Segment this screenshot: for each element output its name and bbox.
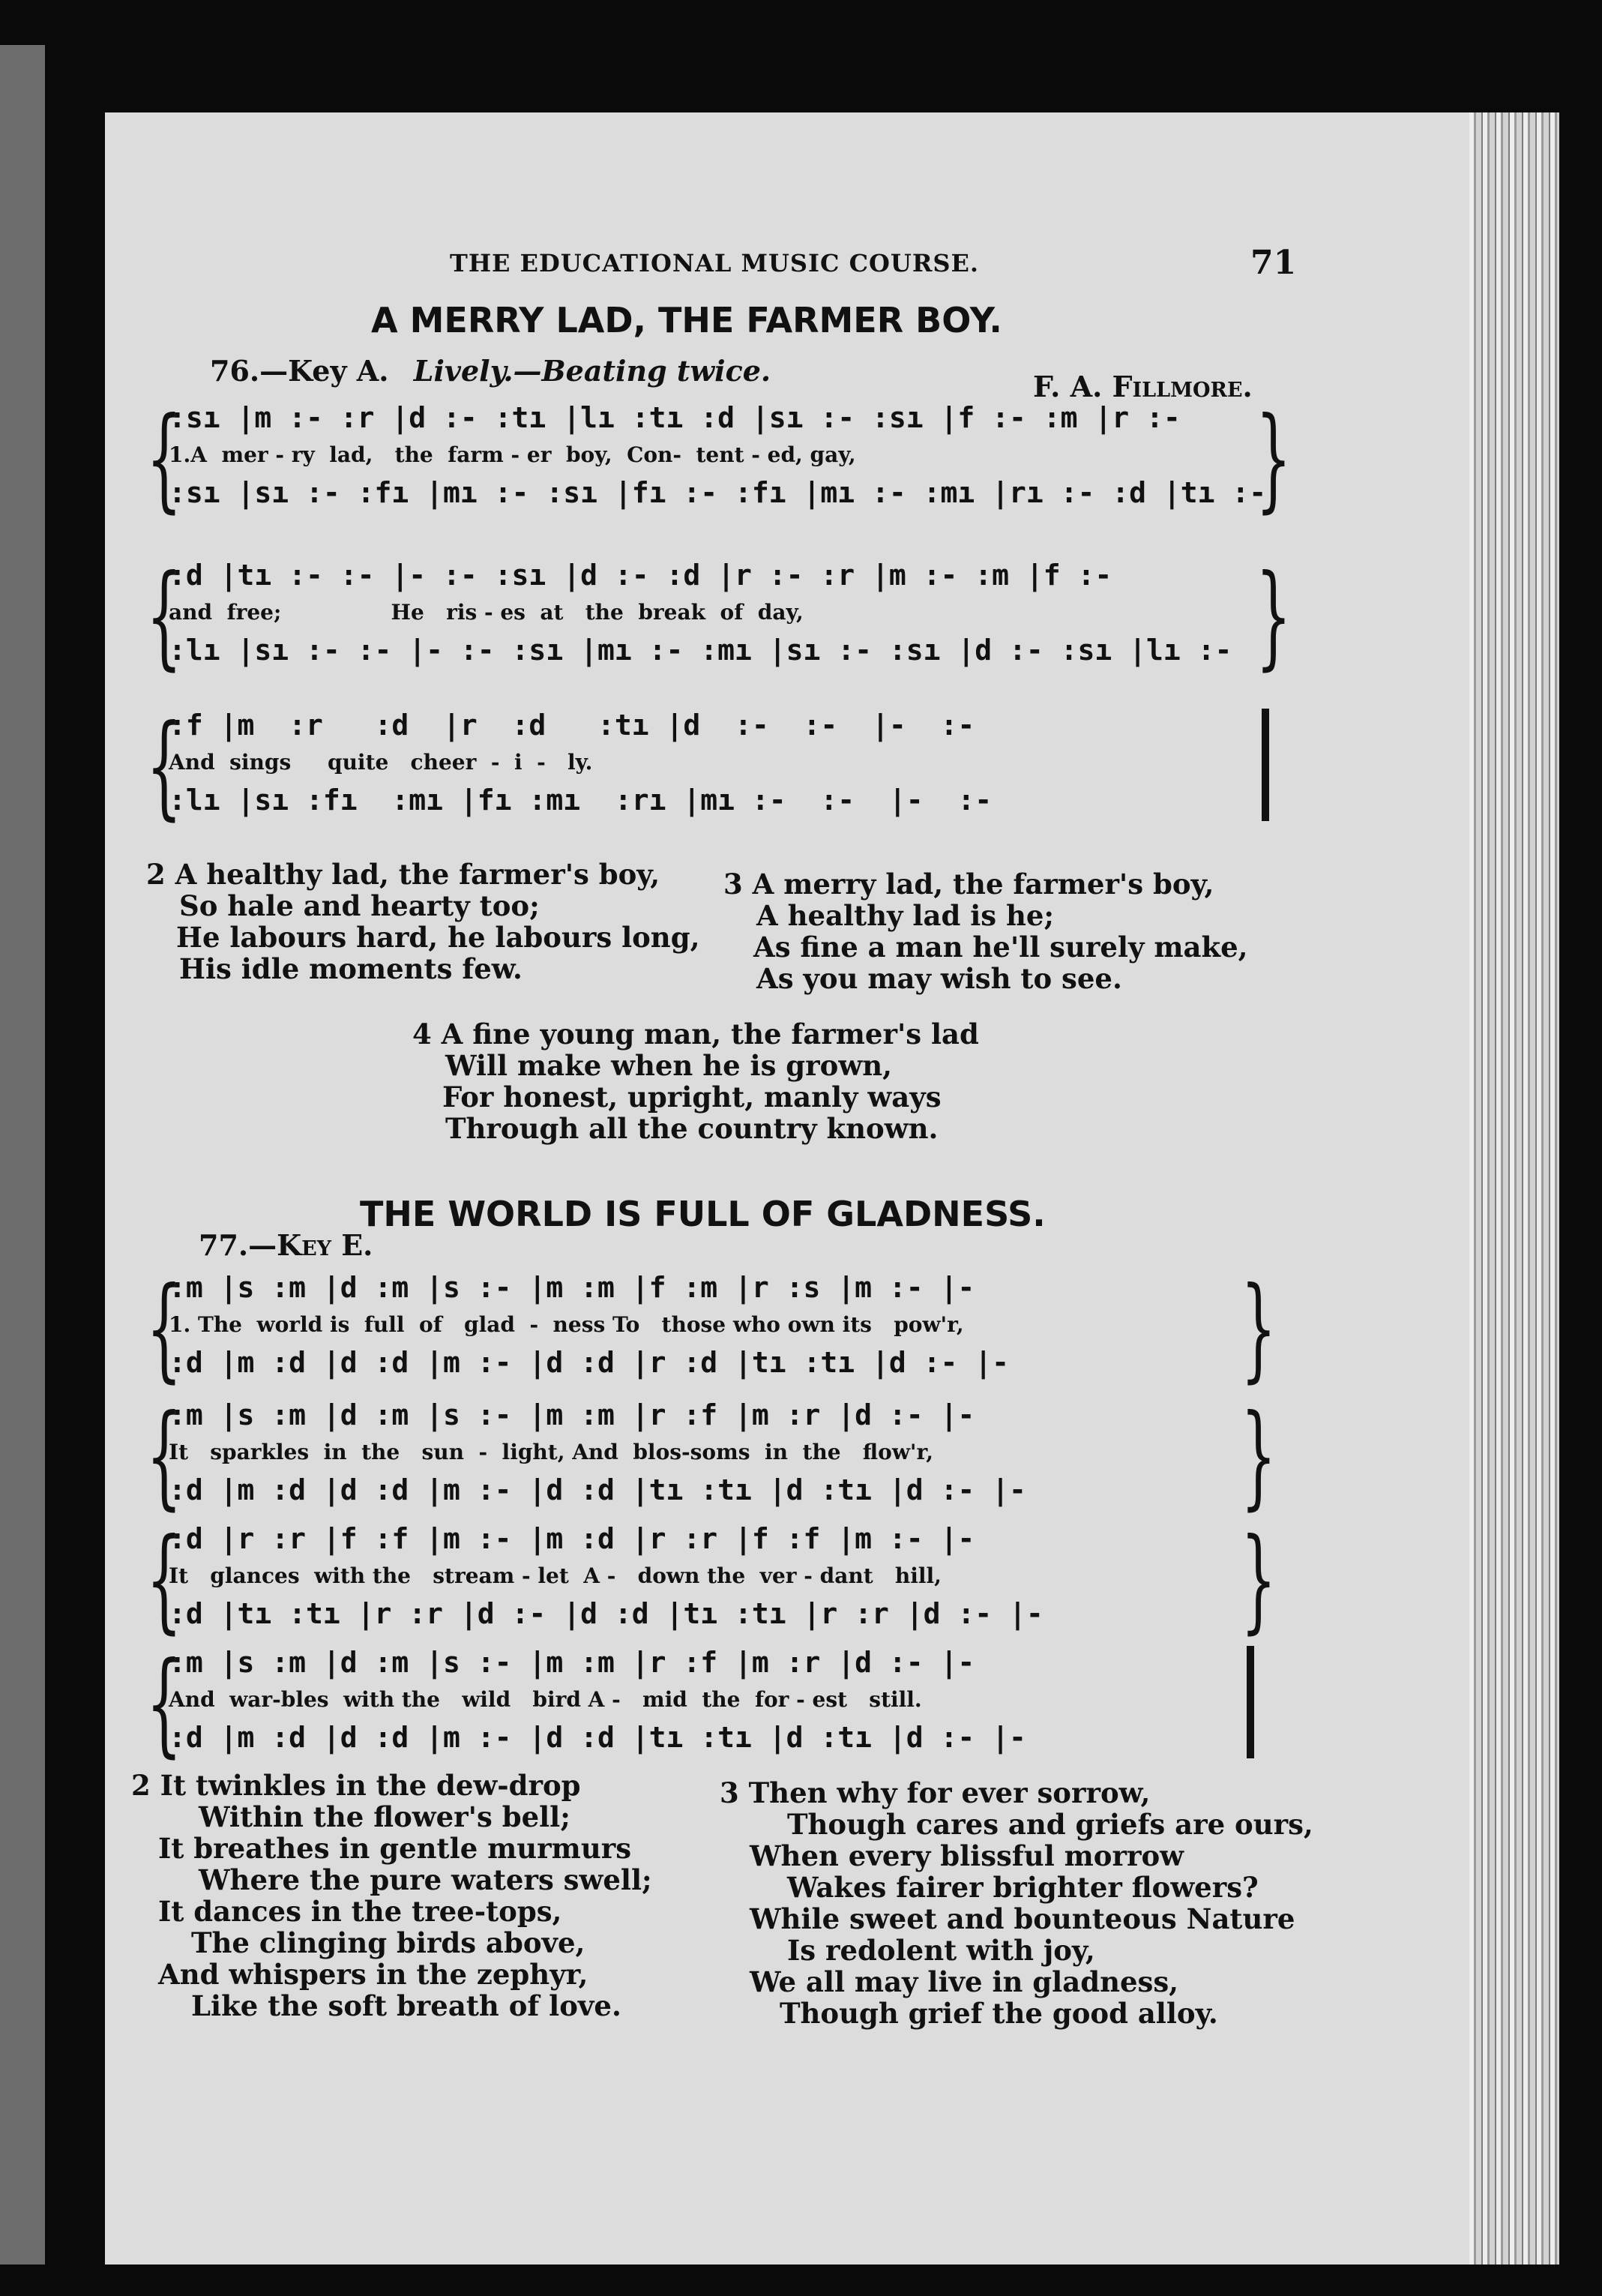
right-brace: }: [1256, 551, 1292, 682]
lower-voice: :d |m :d |d :d |m :- |d :d |tı :tı |d :tı |d :- |-: [169, 1473, 1026, 1506]
verse-line: His idle moments few.: [179, 952, 523, 985]
lyric-line: It sparkles in the sun - light, And blos-soms in the flow'r,: [169, 1440, 933, 1464]
verse-line: As fine a man he'll surely make,: [753, 931, 1248, 964]
left-brace: {: [146, 701, 182, 832]
verse-3-song-76: [723, 868, 1248, 994]
right-brace: }: [1241, 1515, 1277, 1645]
page-number: 71: [1250, 244, 1297, 282]
final-double-bar: [1247, 1646, 1254, 1758]
song-key-76: [210, 354, 771, 388]
upper-voice: :d |r :r |f :f |m :- |m :d |r :r |f :f |m :- |-: [169, 1522, 975, 1555]
verse-line: A healthy lad is he;: [756, 899, 1055, 932]
lower-voice: :d |m :d |d :d |m :- |d :d |tı :tı |d :tı |d :- |-: [169, 1721, 1026, 1754]
right-brace: }: [1256, 394, 1292, 524]
lower-voice: :sı |sı :- :fı |mı :- :sı |fı :- :fı |mı :- :mı |rı :- :d |tı :-: [169, 476, 1267, 509]
upper-voice: :m |s :m |d :m |s :- |m :m |f :m |r :s |m :- |-: [169, 1271, 975, 1304]
verse-line: When every blissful morrow: [750, 1839, 1184, 1872]
song-title-77: THE WORLD IS FULL OF GLADNESS.: [360, 1194, 1046, 1234]
verse-3-song-77: [720, 1777, 1313, 2029]
verse-number: 2: [146, 858, 166, 891]
upper-voice: :d |tı :- :- |- :- :sı |d :- :d |r :- :r |m :- :m |f :-: [169, 559, 1112, 592]
left-brace: {: [146, 1638, 182, 1769]
lyric-line: And sings quite cheer - i - ly.: [169, 750, 593, 775]
left-brace: {: [146, 1263, 182, 1394]
verse-line: Then why for ever sorrow,: [748, 1776, 1151, 1809]
verse-line: We all may live in gladness,: [750, 1965, 1179, 1998]
verse-line: Where the pure waters swell;: [199, 1863, 652, 1896]
upper-voice: :m |s :m |d :m |s :- |m :m |r :f |m :r |d :- |-: [169, 1398, 975, 1431]
right-brace: }: [1241, 1263, 1277, 1394]
verse-line: Will make when he is grown,: [445, 1049, 892, 1082]
verse-line: A merry lad, the farmer's boy,: [752, 868, 1214, 901]
composer: F. A. Fillmore.: [1033, 370, 1253, 403]
verse-line: Within the flower's bell;: [199, 1800, 570, 1833]
left-brace: {: [146, 1391, 182, 1521]
verse-4-song-76: [412, 1018, 979, 1144]
verse-line: And whispers in the zephyr,: [158, 1958, 588, 1991]
lyric-line: And war-bles with the wild bird A - mid the for - est still.: [169, 1687, 922, 1712]
page-stack-edge: [1469, 112, 1559, 2265]
left-brace: {: [146, 394, 182, 524]
verse-2-song-76: [146, 859, 699, 985]
lower-voice: :d |tı :tı |r :r |d :- |d :d |tı :tı |r :r |d :- |-: [169, 1597, 1044, 1630]
verse-line: It breathes in gentle murmurs: [158, 1832, 632, 1865]
song-number-key-77: 77.—Key E.: [199, 1228, 373, 1262]
verse-line: A fine young man, the farmer's lad: [441, 1018, 979, 1051]
verse-line: Through all the country known.: [445, 1112, 939, 1145]
verse-line: So hale and hearty too;: [179, 889, 540, 922]
lyric-line: and free; He ris - es at the break of day,: [169, 600, 804, 625]
verse-line: Though grief the good alloy.: [780, 1997, 1218, 2030]
verse-line: He labours hard, he labours long,: [176, 921, 700, 954]
lower-voice: :lı |sı :fı :mı |fı :mı :rı |mı :- :- |- :-: [169, 784, 993, 817]
song-number-key: 76.—Key A.: [210, 354, 389, 388]
verse-number: 4: [412, 1018, 432, 1051]
lyric-line: 1. The world is full of glad - ness To those who own its pow'r,: [169, 1312, 964, 1337]
verse-number: 2: [131, 1769, 151, 1802]
lyric-line: 1.A mer - ry lad, the farm - er boy, Con- tent - ed, gay,: [169, 442, 856, 467]
verse-number: 3: [723, 868, 743, 901]
verse-line: A healthy lad, the farmer's boy,: [175, 858, 660, 891]
verse-line: It twinkles in the dew-drop: [160, 1769, 581, 1802]
verse-line: Wakes fairer brighter flowers?: [787, 1871, 1259, 1904]
final-double-bar: [1262, 709, 1269, 821]
verse-line: Is redolent with joy,: [787, 1934, 1095, 1967]
verse-line: The clinging birds above,: [191, 1926, 585, 1959]
verse-number: 3: [720, 1776, 739, 1809]
upper-voice: :m |s :m |d :m |s :- |m :m |r :f |m :r |d :- |-: [169, 1646, 975, 1679]
running-head: THE EDUCATIONAL MUSIC COURSE.: [450, 249, 980, 277]
left-brace: {: [146, 1515, 182, 1645]
verse-2-song-77: [131, 1770, 652, 2022]
verse-line: As you may wish to see.: [756, 962, 1122, 995]
song-title-76: A MERRY LAD, THE FARMER BOY.: [371, 300, 1002, 340]
upper-voice: :f |m :r :d |r :d :tı |d :- :- |- :-: [169, 709, 975, 742]
verse-line: While sweet and bounteous Nature: [750, 1902, 1295, 1935]
left-brace: {: [146, 551, 182, 682]
book-left-edge: [0, 45, 45, 2265]
verse-line: Like the soft breath of love.: [191, 1989, 621, 2022]
verse-line: It dances in the tree-tops,: [158, 1895, 562, 1928]
upper-voice: :sı |m :- :r |d :- :tı |lı :tı :d |sı :- :sı |f :- :m |r :-: [169, 401, 1181, 434]
right-brace: }: [1241, 1391, 1277, 1521]
verse-line: Though cares and griefs are ours,: [787, 1808, 1313, 1841]
verse-line: For honest, upright, manly ways: [442, 1081, 942, 1114]
lower-voice: :lı |sı :- :- |- :- :sı |mı :- :mı |sı :- :sı |d :- :sı |lı :-: [169, 634, 1232, 667]
lower-voice: :d |m :d |d :d |m :- |d :d |r :d |tı :tı |d :- |-: [169, 1346, 1010, 1379]
lyric-line: It glances with the stream - let A - down the ver - dant hill,: [169, 1563, 942, 1588]
song-tempo: Lively.—Beating twice.: [413, 354, 771, 388]
